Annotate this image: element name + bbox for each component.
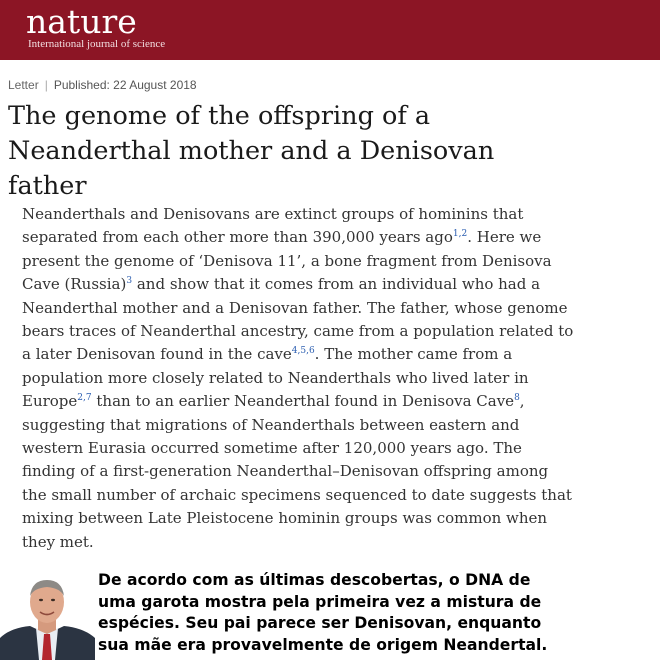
abstract-text: ,	[519, 392, 525, 411]
presenter-portrait-image	[0, 572, 95, 660]
abstract-line	[22, 437, 652, 460]
caption-line: espécies. Seu pai parece ser Denisovan, enquanto	[98, 614, 542, 632]
caption-text	[98, 570, 658, 656]
commentary-caption	[0, 566, 660, 660]
abstract-text: than to an earlier Neanderthal found in Denisova Cave	[91, 392, 515, 411]
title-line: Neanderthal mother and a Denisovan	[8, 136, 495, 166]
abstract-line	[22, 273, 652, 296]
abstract-text: Cave (Russia)	[22, 275, 127, 294]
abstract-line	[22, 297, 652, 320]
abstract-line	[22, 343, 652, 366]
abstract-line	[22, 203, 652, 226]
abstract-text: they met.	[22, 532, 94, 551]
reference-link[interactable]: 3	[126, 276, 133, 287]
article-title	[8, 99, 648, 204]
abstract-text: and show that it comes from an individual who had a	[132, 275, 541, 294]
title-line: father	[8, 171, 87, 201]
journal-tagline: International journal of science	[28, 38, 166, 50]
abstract-text: population more closely related to Neanderthals who lived later in	[22, 368, 529, 387]
caption-line: De acordo com as últimas descobertas, o DNA de	[98, 571, 531, 589]
abstract-text: finding of a first-generation Neanderthal–Denisovan offspring among	[22, 462, 549, 481]
nature-logo[interactable]: nature	[26, 2, 137, 41]
title-line: The genome of the offspring of a	[8, 101, 431, 131]
publish-date: Published: 22 August 2018	[53, 78, 197, 92]
abstract-text: . Here we	[467, 228, 542, 247]
abstract-line	[22, 226, 652, 249]
article-meta	[8, 77, 197, 93]
abstract-text: separated from each other more than 390,000 years ago	[22, 228, 453, 247]
abstract-text: Neanderthals and Denisovans are extinct groups of hominins that	[22, 205, 524, 223]
abstract-line	[22, 484, 652, 507]
abstract-line	[22, 414, 652, 437]
abstract-line	[22, 460, 652, 483]
abstract-text: a later Denisovan found in the cave	[22, 345, 292, 364]
article-abstract	[22, 203, 652, 554]
abstract-text: present the genome of ‘Denisova 11’, a bone fragment from Denisova	[22, 251, 552, 270]
abstract-text: suggesting that migrations of Neanderthals between eastern and	[22, 415, 520, 434]
abstract-text: . The mother came from a	[314, 345, 513, 364]
reference-link[interactable]: 8	[514, 393, 520, 404]
reference-link[interactable]: 4,5,6	[291, 346, 315, 357]
meta-separator: |	[44, 78, 48, 92]
caption-line: sua mãe era provavelmente de origem Neandertal.	[98, 635, 548, 654]
reference-link[interactable]: 2,7	[77, 393, 92, 404]
abstract-text: western Eurasia occurred sometime after 120,000 years ago. The	[22, 439, 522, 458]
abstract-line	[22, 250, 652, 273]
abstract-text: Europe	[22, 392, 78, 411]
caption-line: uma garota mostra pela primeira vez a mistura de	[98, 592, 542, 611]
abstract-line	[22, 320, 652, 343]
abstract-line	[22, 531, 652, 554]
reference-link[interactable]: 1,2	[452, 229, 468, 240]
abstract-text: bears traces of Neanderthal ancestry, came from a population related to	[22, 322, 574, 341]
abstract-line	[22, 390, 652, 413]
abstract-text: mixing between Late Pleistocene hominin groups was common when	[22, 509, 548, 528]
abstract-line	[22, 507, 652, 530]
abstract-text: Neanderthal mother and a Denisovan father. The father, whose genome	[22, 298, 568, 317]
article-type: Letter	[8, 78, 39, 92]
abstract-line	[22, 367, 652, 390]
abstract-text: the small number of archaic specimens sequenced to date suggests that	[22, 485, 572, 504]
journal-masthead	[0, 0, 660, 60]
presenter-photo	[0, 572, 95, 660]
